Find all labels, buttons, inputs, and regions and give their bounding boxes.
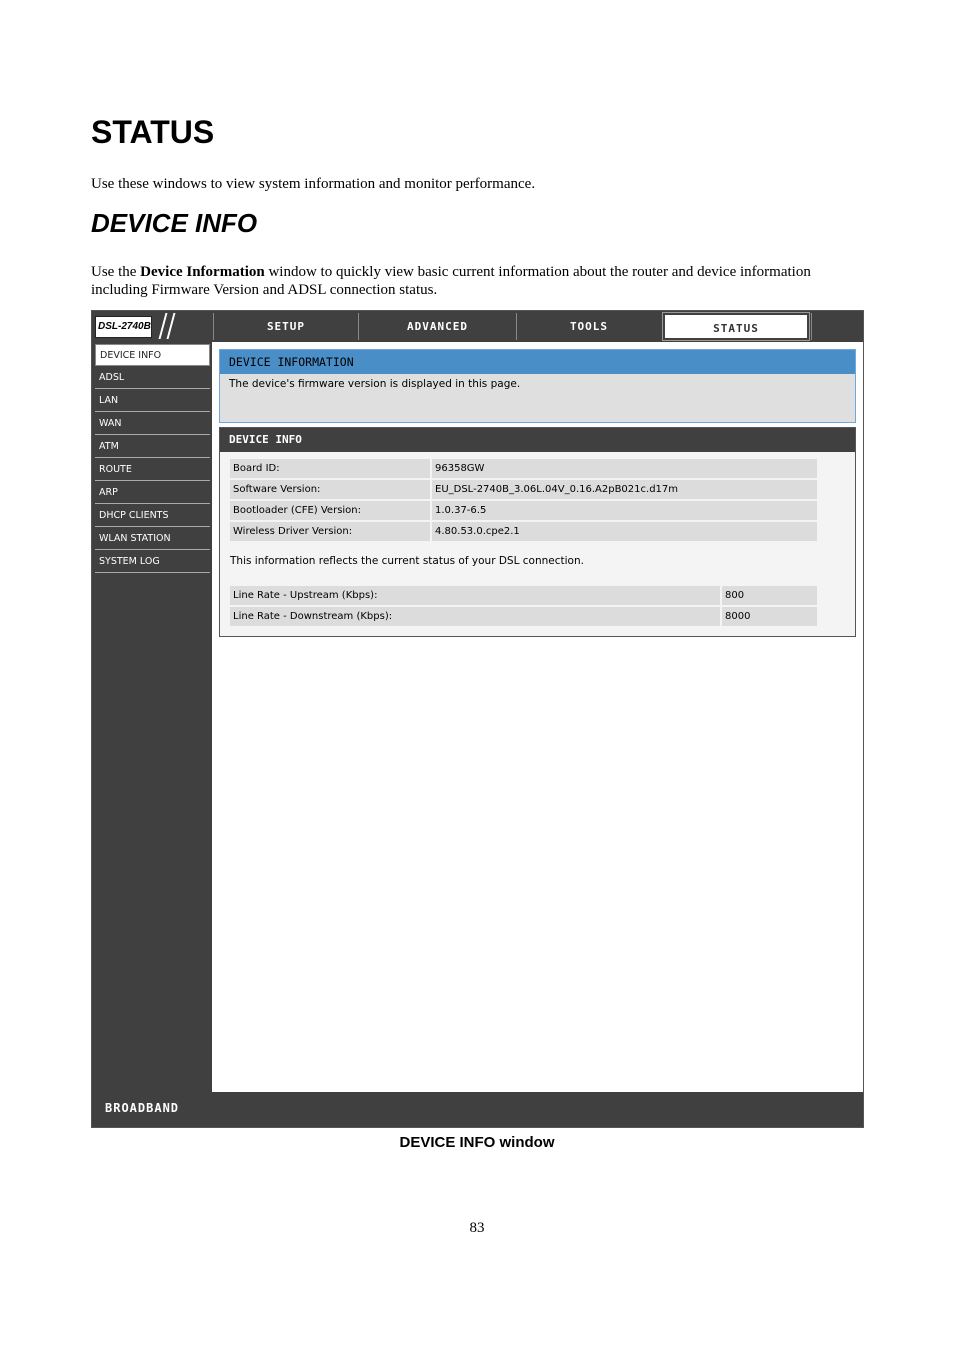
broadband-brand: BROADBAND <box>105 1101 180 1115</box>
intro-text: Use these windows to view system information and monitor performance. <box>91 176 536 192</box>
tab-setup[interactable]: SETUP <box>213 313 358 340</box>
model-logo: DSL-2740B <box>95 316 152 338</box>
table-row <box>230 586 817 607</box>
sidebar-item-route[interactable]: ROUTE <box>95 459 210 481</box>
sidebar-item-dhcp-clients[interactable]: DHCP CLIENTS <box>95 505 210 527</box>
device-info-panel <box>219 427 856 637</box>
table-row <box>230 501 817 522</box>
line-rate-table <box>230 586 817 628</box>
logo-slash-icon <box>167 313 176 339</box>
sidebar-item-atm[interactable]: ATM <box>95 436 210 458</box>
tab-status[interactable]: STATUS <box>663 313 809 340</box>
page-title: STATUS <box>91 114 215 150</box>
device-information-text: The device's firmware version is displayed in this page. <box>229 378 521 390</box>
dsl-status-text: This information reflects the current status of your DSL connection. <box>230 555 584 567</box>
section-title: DEVICE INFO <box>91 208 258 238</box>
row-label: Board ID: <box>230 459 430 478</box>
sidebar-item-lan[interactable]: LAN <box>95 390 210 412</box>
table-row <box>230 480 817 501</box>
sidebar-item-device-info[interactable]: DEVICE INFO <box>95 344 210 366</box>
table-row <box>230 522 817 543</box>
device-info-header: DEVICE INFO <box>220 428 855 452</box>
sidebar-item-arp[interactable]: ARP <box>95 482 210 504</box>
row-value: 96358GW <box>432 459 817 478</box>
table-row <box>230 459 817 480</box>
row-label: Line Rate - Upstream (Kbps): <box>230 586 720 605</box>
figure-caption: DEVICE INFO window <box>399 1134 555 1151</box>
footer-bar <box>92 1092 863 1127</box>
device-info-table <box>230 459 817 543</box>
row-label: Wireless Driver Version: <box>230 522 430 541</box>
top-nav-bar <box>92 311 863 342</box>
row-value: 800 <box>722 586 817 605</box>
logo-slash-icon <box>159 313 168 339</box>
sidebar-item-adsl[interactable]: ADSL <box>95 367 210 389</box>
sidebar-item-wan[interactable]: WAN <box>95 413 210 435</box>
para-text-bold: Device Information <box>140 264 265 280</box>
device-information-header: DEVICE INFORMATION <box>220 350 855 374</box>
tab-spacer <box>811 313 863 340</box>
tab-advanced[interactable]: ADVANCED <box>358 313 516 340</box>
row-value: EU_DSL-2740B_3.06L.04V_0.16.A2pB021c.d17m <box>432 480 817 499</box>
row-value: 8000 <box>722 607 817 626</box>
sidebar <box>92 342 212 1092</box>
para-text-pre: Use the <box>91 264 141 280</box>
row-label: Software Version: <box>230 480 430 499</box>
para-text-post: window to quickly view basic current information about the router and device information including Firmware Version and ADSL connection status. <box>91 264 811 298</box>
table-row <box>230 607 817 628</box>
row-value: 1.0.37-6.5 <box>432 501 817 520</box>
row-label: Line Rate - Downstream (Kbps): <box>230 607 720 626</box>
row-value: 4.80.53.0.cpe2.1 <box>432 522 817 541</box>
main-content <box>212 342 863 1092</box>
page-number: 83 <box>469 1220 485 1236</box>
tab-tools[interactable]: TOOLS <box>516 313 661 340</box>
sidebar-item-system-log[interactable]: SYSTEM LOG <box>95 551 210 573</box>
device-information-panel <box>219 349 856 423</box>
section-description <box>91 263 867 299</box>
row-label: Bootloader (CFE) Version: <box>230 501 430 520</box>
sidebar-item-wlan-station[interactable]: WLAN STATION <box>95 528 210 550</box>
router-ui-screenshot <box>91 310 864 1128</box>
